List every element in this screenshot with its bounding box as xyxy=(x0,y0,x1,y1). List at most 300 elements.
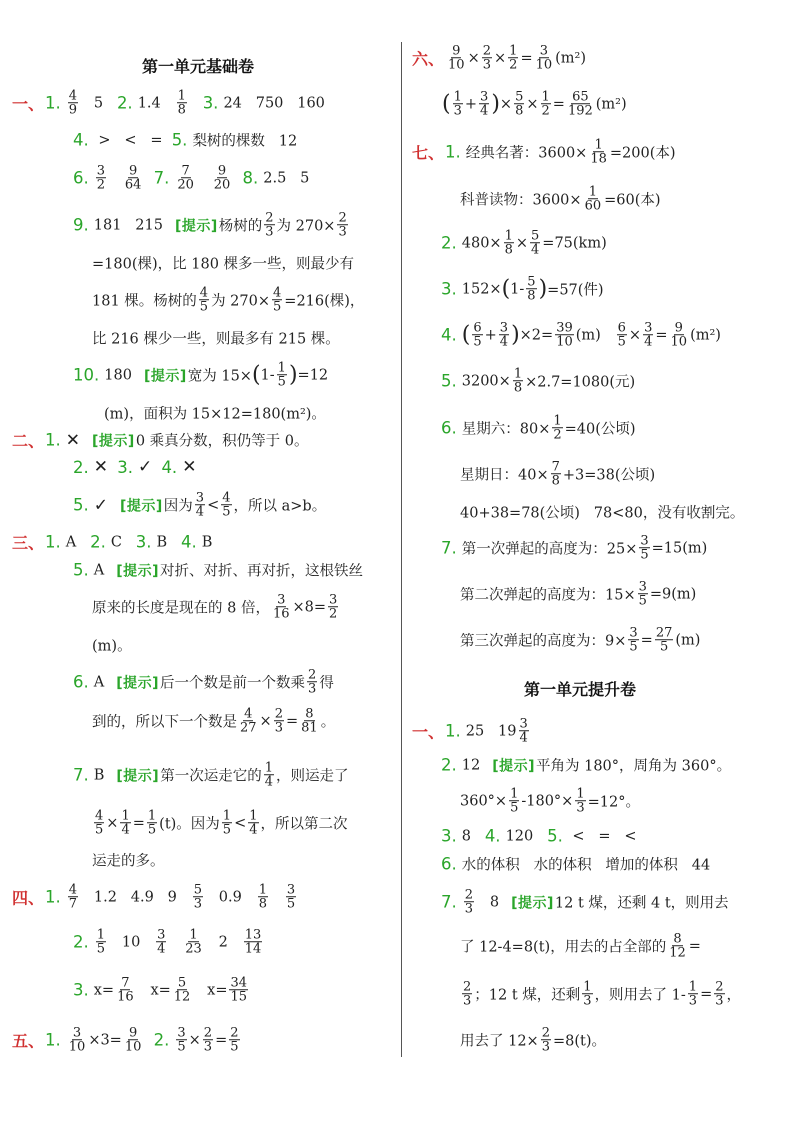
answer-text: x= xyxy=(136,982,171,998)
answer-text: 480× xyxy=(461,235,502,251)
answer-text: 5 xyxy=(80,95,117,111)
answer-text: 360°× xyxy=(460,793,508,809)
answer-line xyxy=(460,932,701,960)
fraction xyxy=(264,761,274,789)
hint-label: [提示] xyxy=(92,433,135,449)
answer-line xyxy=(92,809,348,837)
fraction-numerator: 27 xyxy=(655,625,673,641)
answer-text: 后一个数是前一个数乘 xyxy=(160,675,306,692)
fraction-denominator: 5 xyxy=(640,547,649,563)
section-number: 五、 xyxy=(12,1031,45,1051)
answer-text: 星期日：40× xyxy=(460,467,549,484)
answer-text: 第二次弹起的高度为：15× xyxy=(460,587,636,604)
mark-symbol: ✓ xyxy=(93,495,108,515)
fraction-numerator: 2 xyxy=(265,210,274,226)
fraction-denominator: 5 xyxy=(222,504,231,520)
fraction xyxy=(535,44,554,72)
answer-text: =12 xyxy=(297,367,329,383)
fraction xyxy=(177,89,187,117)
answer-line xyxy=(73,560,363,581)
answer-line xyxy=(460,980,741,1008)
answer-line xyxy=(460,460,655,488)
answer-line xyxy=(73,130,297,151)
answer-line xyxy=(12,1026,242,1054)
answer-line xyxy=(441,534,707,562)
question-number: 5. xyxy=(73,560,89,580)
fraction xyxy=(286,883,296,911)
answer-text: 平角为 180°，周角为 360°。 xyxy=(536,758,732,775)
answer-line xyxy=(92,635,132,656)
fraction-denominator: 5 xyxy=(629,639,638,655)
fraction-numerator: 6 xyxy=(473,320,482,336)
answer-text: 3200× xyxy=(461,373,511,389)
section-number: 四、 xyxy=(12,888,45,908)
answer-text: = xyxy=(132,815,145,831)
answer-text: = xyxy=(215,1032,228,1048)
fraction xyxy=(552,414,562,442)
fraction xyxy=(96,928,106,956)
fraction-numerator: 3 xyxy=(640,533,649,549)
answer-text: 120 xyxy=(505,828,548,844)
answer-text: B xyxy=(201,534,213,550)
answer-text: 。 xyxy=(320,714,336,731)
fraction xyxy=(541,90,551,118)
answer-text: 得 xyxy=(319,675,334,692)
answer-line xyxy=(73,164,309,192)
mark-symbol: ✕ xyxy=(182,457,197,477)
question-number: 4. xyxy=(441,325,457,345)
fraction-numerator: 1 xyxy=(189,927,198,943)
question-number: 2. xyxy=(441,755,457,775)
question-number: 2. xyxy=(153,1030,170,1050)
fraction-numerator: 1 xyxy=(509,43,518,59)
answer-text: 到的，所以下一个数是 xyxy=(92,714,237,731)
fraction-numerator: 3 xyxy=(277,592,286,608)
fraction-denominator: 9 xyxy=(68,102,78,118)
fraction-numerator: 1 xyxy=(453,89,462,105)
fraction xyxy=(96,164,106,192)
fraction-denominator: 15 xyxy=(230,989,248,1005)
fraction-numerator: 3 xyxy=(157,927,166,943)
hint-label: [提示] xyxy=(174,218,218,234)
fraction-denominator: 10 xyxy=(124,1039,142,1055)
answer-line xyxy=(73,976,250,1004)
answer-line xyxy=(441,229,607,257)
fraction-numerator: 4 xyxy=(244,706,253,722)
answer-text: 用去了 12× xyxy=(460,1033,539,1050)
answer-text xyxy=(108,170,122,186)
fraction xyxy=(555,321,574,349)
answer-text: =9(m) xyxy=(649,586,697,602)
fraction-numerator: 3 xyxy=(195,490,205,506)
fraction xyxy=(462,980,472,1008)
fraction-numerator: 3 xyxy=(286,882,296,898)
fraction xyxy=(244,928,263,956)
answer-text: A xyxy=(93,562,105,578)
fraction-numerator: 2 xyxy=(338,210,347,226)
fraction-denominator: 81 xyxy=(301,720,318,736)
fraction-denominator: 3 xyxy=(453,103,462,119)
answer-line xyxy=(441,854,710,875)
fraction xyxy=(328,593,338,621)
fraction xyxy=(68,1026,87,1054)
fraction xyxy=(589,138,608,166)
fraction xyxy=(176,164,195,192)
answer-line xyxy=(441,321,721,349)
question-number: 1. xyxy=(445,142,461,162)
fraction-denominator: 5 xyxy=(510,800,519,816)
fraction xyxy=(156,928,166,956)
fraction-numerator: 2 xyxy=(464,887,474,903)
fraction xyxy=(617,321,627,349)
fraction xyxy=(530,229,540,257)
fraction-numerator: 1 xyxy=(553,413,562,429)
answer-text: ；12 t 煤，还剩 xyxy=(474,987,581,1004)
fraction-numerator: 2 xyxy=(203,1025,213,1041)
answer-text: × xyxy=(515,235,529,251)
answer-text: 运走的多。 xyxy=(92,853,165,870)
fraction-numerator: 3 xyxy=(177,1025,186,1041)
fraction-numerator: 4 xyxy=(199,285,209,301)
answer-text: ×8= xyxy=(292,599,327,615)
fraction-numerator: 1 xyxy=(222,808,232,824)
fraction-denominator: 8 xyxy=(513,380,523,396)
column-divider xyxy=(401,42,402,1057)
fraction xyxy=(567,90,594,118)
fraction-numerator: 8 xyxy=(305,706,314,722)
question-number: 1. xyxy=(445,721,461,741)
fraction-numerator: 1 xyxy=(504,228,513,244)
fraction-numerator: 5 xyxy=(177,975,187,991)
fraction xyxy=(258,883,268,911)
answer-text: 经典名著：3600× xyxy=(465,145,588,162)
answer-line xyxy=(12,883,298,911)
question-number: 1. xyxy=(45,532,61,552)
fraction-denominator: 23 xyxy=(185,941,202,957)
section-number: 一、 xyxy=(412,722,445,742)
fraction-denominator: 5 xyxy=(222,822,232,838)
fraction-denominator: 10 xyxy=(448,57,465,73)
fraction-numerator: 3 xyxy=(644,320,653,336)
question-number: 4. xyxy=(161,457,178,477)
fraction xyxy=(584,185,603,213)
hint-label: [提示] xyxy=(116,675,160,691)
question-number: 1. xyxy=(45,93,61,113)
fraction-numerator: 3 xyxy=(72,1025,82,1041)
fraction xyxy=(203,1026,213,1054)
fraction-numerator: 1 xyxy=(147,808,157,824)
fraction-denominator: 2 xyxy=(541,103,550,119)
answer-line xyxy=(441,414,636,442)
fraction xyxy=(509,787,519,815)
question-number: 1. xyxy=(45,887,61,907)
fraction-denominator: 12 xyxy=(669,945,686,961)
fraction-numerator: 1 xyxy=(264,760,273,776)
answer-text: =60(本) xyxy=(604,192,661,209)
fraction-denominator: 8 xyxy=(504,242,513,258)
answer-text: (m) xyxy=(675,632,701,648)
question-number: 6. xyxy=(441,418,457,438)
question-number: 9. xyxy=(73,215,89,235)
bracket: ( xyxy=(501,276,511,301)
answer-text xyxy=(152,459,161,475)
fraction xyxy=(248,809,258,837)
answer-line xyxy=(412,717,531,745)
fraction-numerator: 2 xyxy=(308,667,317,683)
section-number: 一、 xyxy=(12,94,45,114)
fraction xyxy=(222,809,232,837)
fraction-numerator: 39 xyxy=(556,320,573,336)
question-number: 1. xyxy=(45,1030,61,1050)
fraction-numerator: 3 xyxy=(638,579,647,595)
fraction xyxy=(184,928,203,956)
fraction xyxy=(453,90,463,118)
answer-text: × xyxy=(259,713,272,729)
question-number: 7. xyxy=(73,765,89,785)
fraction-numerator: 9 xyxy=(128,1025,138,1041)
fraction-numerator: 5 xyxy=(193,882,202,898)
fraction-denominator: 3 xyxy=(576,800,585,816)
fraction-denominator: 10 xyxy=(68,1039,86,1055)
fraction-denominator: 7 xyxy=(68,896,78,912)
fraction xyxy=(213,164,232,192)
fraction xyxy=(472,321,482,349)
question-number: 6. xyxy=(441,854,457,874)
answer-text: ，所以 a>b。 xyxy=(233,498,327,515)
fraction-numerator: 2 xyxy=(541,1025,550,1041)
fraction-numerator: 1 xyxy=(121,808,130,824)
fraction xyxy=(229,1026,239,1054)
answer-text xyxy=(233,170,242,186)
answer-line xyxy=(73,761,348,789)
fraction-numerator: 3 xyxy=(96,163,106,179)
fraction-denominator: 2 xyxy=(509,57,518,73)
answer-text: 第一次运走它的 xyxy=(160,768,262,785)
fraction xyxy=(482,44,492,72)
fraction xyxy=(300,707,319,735)
fraction-numerator: 2 xyxy=(463,979,472,995)
fraction xyxy=(116,976,135,1004)
fraction-denominator: 5 xyxy=(617,334,626,350)
fraction-denominator: 2 xyxy=(553,427,562,443)
fraction xyxy=(464,888,474,916)
fraction xyxy=(628,626,638,654)
hint-label: [提示] xyxy=(511,895,554,911)
answer-text: (m)，面积为 15×12=180(m²)。 xyxy=(104,406,326,423)
answer-line xyxy=(92,850,165,871)
answer-text: 40+38=78(公顷) 78<80，没有收割完。 xyxy=(460,505,745,522)
question-number: 3. xyxy=(135,532,152,552)
answer-line xyxy=(441,367,635,395)
answer-text: = xyxy=(688,938,701,954)
fraction-denominator: 20 xyxy=(213,177,231,193)
question-number: 6. xyxy=(73,168,89,188)
question-number: 3. xyxy=(441,279,457,299)
answer-text xyxy=(270,889,284,905)
fraction xyxy=(575,787,585,815)
fraction xyxy=(272,593,291,621)
answer-text: 0 乘真分数，积仍等于 0。 xyxy=(135,433,309,450)
answer-text: 25 19 xyxy=(465,723,517,739)
answer-text: 杨树的 xyxy=(218,218,263,235)
fraction-numerator: 4 xyxy=(273,285,282,301)
fraction-denominator: 8 xyxy=(177,102,186,118)
fraction xyxy=(688,980,698,1008)
fraction-numerator: 4 xyxy=(222,490,231,506)
answer-text: ，所以第二次 xyxy=(260,816,348,833)
section-title-advanced: 第一单元提升卷 xyxy=(524,680,637,699)
fraction xyxy=(551,460,561,488)
answer-text: = xyxy=(700,986,713,1002)
fraction-numerator: 1 xyxy=(588,184,597,200)
fraction xyxy=(514,90,524,118)
answer-text xyxy=(144,1032,153,1048)
answer-text: + xyxy=(464,96,478,112)
answer-line xyxy=(73,668,334,696)
fraction xyxy=(229,976,248,1004)
fraction-denominator: 5 xyxy=(273,299,282,315)
fraction-numerator: 1 xyxy=(583,979,592,995)
question-number: 1. xyxy=(45,430,61,450)
answer-text: × xyxy=(106,815,119,831)
answer-text: 为 270× xyxy=(211,293,271,310)
answer-text: 第三次弹起的高度为：9× xyxy=(460,633,627,650)
fraction-denominator: 4 xyxy=(121,822,130,838)
answer-text: 12 xyxy=(461,757,481,773)
fraction-denominator: 2 xyxy=(329,606,338,622)
fraction xyxy=(193,883,203,911)
fraction-numerator: 1 xyxy=(594,137,603,153)
answer-text: (m)。 xyxy=(92,638,132,655)
fraction-numerator: 5 xyxy=(531,228,540,244)
fraction xyxy=(638,580,648,608)
answer-text xyxy=(168,934,182,950)
fraction xyxy=(147,809,157,837)
answer-line xyxy=(441,827,637,846)
fraction xyxy=(274,707,284,735)
fraction-denominator: 8 xyxy=(527,288,536,304)
question-number: 5. xyxy=(441,371,457,391)
answer-text: =216(棵)， xyxy=(284,293,365,310)
answer-line xyxy=(441,755,731,776)
fraction-denominator: 64 xyxy=(124,177,142,193)
answer-text: < = < xyxy=(567,828,637,844)
question-number: 6. xyxy=(73,672,89,692)
answer-text xyxy=(108,459,117,475)
bracket: ( xyxy=(442,91,451,116)
fraction xyxy=(582,980,592,1008)
bracket: ) xyxy=(538,276,548,301)
answer-line xyxy=(73,928,264,956)
answer-text: ，则运走了 xyxy=(275,768,349,785)
answer-text: 了 12-4=8(t)，用去的占全部的 xyxy=(460,939,667,956)
answer-line xyxy=(441,888,729,916)
answer-text: 180 xyxy=(104,367,132,383)
fraction-denominator: 60 xyxy=(584,198,602,214)
mark-symbol: ✕ xyxy=(93,457,108,477)
hint-label: [提示] xyxy=(116,563,160,579)
bracket: ( xyxy=(251,362,261,387)
fraction xyxy=(513,367,523,395)
fraction-denominator: 3 xyxy=(482,57,491,73)
answer-text: = xyxy=(640,632,653,648)
answer-text xyxy=(197,170,211,186)
answer-text: 对折、对折、再对折，这根铁丝 xyxy=(160,563,364,580)
fraction xyxy=(541,1026,551,1054)
fraction-denominator: 8 xyxy=(515,103,524,119)
answer-line xyxy=(460,787,640,815)
answer-line xyxy=(12,89,325,117)
answer-text: =8(t)。 xyxy=(553,1033,607,1050)
bracket: ) xyxy=(511,322,520,347)
fraction xyxy=(479,90,489,118)
question-number: 2. xyxy=(441,233,457,253)
fraction-denominator: 4 xyxy=(195,504,205,520)
fraction-numerator: 1 xyxy=(513,366,523,382)
answer-line xyxy=(73,457,196,477)
fraction-denominator: 5 xyxy=(277,374,286,390)
fraction-numerator: 13 xyxy=(244,927,262,943)
hint-label: [提示] xyxy=(492,758,535,774)
fraction-denominator: 5 xyxy=(199,299,209,315)
fraction-numerator: 1 xyxy=(249,808,258,824)
question-number: 7. xyxy=(153,168,170,188)
fraction xyxy=(94,809,104,837)
answer-text: 因为 xyxy=(163,498,193,515)
answer-text: 为 270× xyxy=(276,218,336,235)
section-number: 三、 xyxy=(12,533,45,553)
answer-text: A xyxy=(93,674,105,690)
fraction-denominator: 4 xyxy=(531,242,540,258)
question-number: 3. xyxy=(202,93,219,113)
fraction-denominator: 5 xyxy=(230,1039,239,1055)
answer-text: =75(km) xyxy=(542,235,607,251)
fraction-denominator: 5 xyxy=(95,822,104,838)
answer-text: 1.4 xyxy=(137,95,175,111)
mark-symbol: ✕ xyxy=(65,430,81,450)
fraction xyxy=(668,932,687,960)
question-number: 3. xyxy=(441,826,457,846)
fraction xyxy=(173,976,192,1004)
fraction-numerator: 4 xyxy=(95,808,104,824)
answer-line xyxy=(460,1026,606,1054)
answer-line xyxy=(92,593,340,621)
question-number: 4. xyxy=(73,130,89,150)
question-number: 7. xyxy=(441,538,457,558)
answer-text: ×2.7=1080(元) xyxy=(525,374,636,391)
fraction-denominator: 192 xyxy=(567,103,593,119)
fraction-numerator: 3 xyxy=(519,716,528,732)
fraction-denominator: 4 xyxy=(249,822,258,838)
fraction-numerator: 1 xyxy=(510,786,519,802)
fraction-denominator: 3 xyxy=(308,681,317,697)
answer-line xyxy=(441,275,604,303)
answer-text: 8 xyxy=(476,894,500,910)
fraction-numerator: 2 xyxy=(230,1025,239,1041)
question-number: 3. xyxy=(117,457,133,477)
answer-text: + xyxy=(484,327,497,343)
fraction xyxy=(195,491,205,519)
fraction-denominator: 3 xyxy=(715,993,724,1009)
answer-text: × xyxy=(494,50,507,66)
answer-text: x= xyxy=(193,982,228,998)
fraction-denominator: 5 xyxy=(286,896,296,912)
hint-label: [提示] xyxy=(143,368,187,384)
section-number: 七、 xyxy=(412,143,445,163)
hint-label: [提示] xyxy=(116,768,160,784)
fraction-denominator: 4 xyxy=(157,941,166,957)
fraction-numerator: 3 xyxy=(629,625,638,641)
